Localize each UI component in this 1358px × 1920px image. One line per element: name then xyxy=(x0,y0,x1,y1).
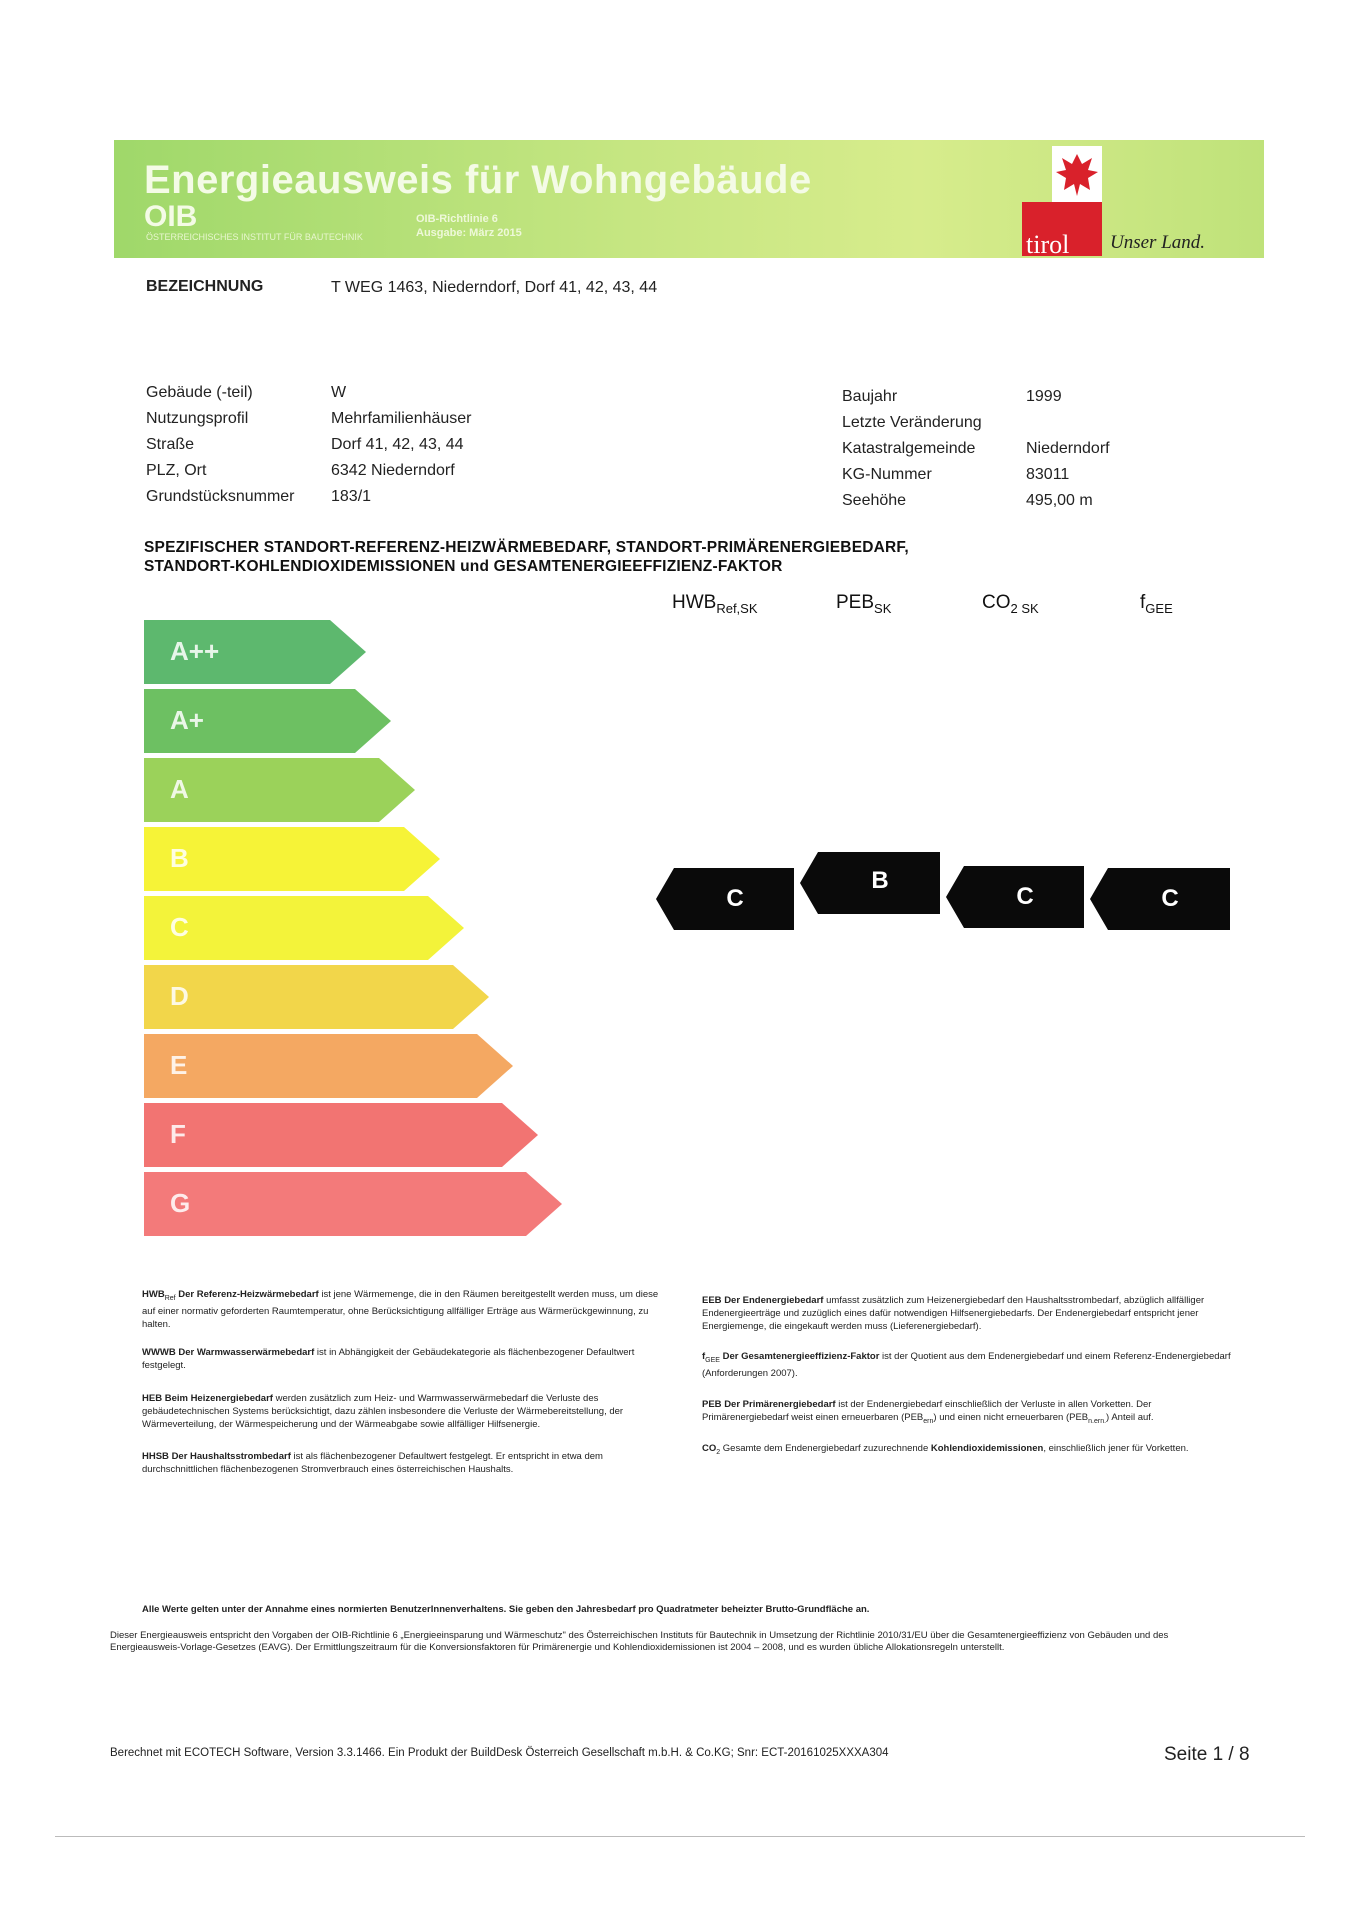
field-label: Gebäude (-teil) xyxy=(146,384,253,401)
header-banner xyxy=(114,140,1264,258)
scale-band-label: G xyxy=(170,1188,191,1218)
definition-fgee: $f_{GEE}$ Der Gesamtenergieeffizienz-Faktor ist der Quotient aus dem Endenergiebedarf und einem Referenz-Endenergiebedarf (Anforderungen 2007). xyxy=(702,1351,1231,1379)
rating-marker-peb: B xyxy=(800,852,940,914)
bottom-rule xyxy=(55,1836,1305,1837)
section-heading-line1: SPEZIFISCHER STANDORT-REFERENZ-HEIZWÄRMEBEDARF, STANDORT-PRIMÄRENERGIEBEDARF, xyxy=(144,539,909,556)
designation-value: T WEG 1463, Niederndorf, Dorf 41, 42, 43, 44 xyxy=(331,279,658,296)
definition-eeb: EEB Der Endenergiebedarf umfasst zusätzlich zum Heizenergiebedarf den Haushaltsstrombedarf, abzüglich allfälliger Endenergieerträge und zuzüglich eines dafür notwendigen Hilfsenergiebedarfs. Der Endenergiebedarf entspricht jener Energiemenge, die eingekauft werden muss (Lieferenergiebedarf). xyxy=(702,1295,1205,1332)
scale-band xyxy=(144,965,489,1029)
guideline-edition: Ausgabe: März 2015 xyxy=(416,227,522,239)
note-assumption: Alle Werte gelten unter der Annahme eines normierten BenutzerInnenverhaltens. Sie geben den Jahresbedarf pro Quadratmeter beheizter Brutto-Grundfläche an. xyxy=(142,1604,870,1615)
field-value: 83011 xyxy=(1026,466,1070,483)
field-label: Baujahr xyxy=(842,388,898,405)
field-value: 1999 xyxy=(1026,388,1062,405)
software-credit: Berechnet mit ECOTECH Software, Version 3.3.1466. Ein Produkt der BuildDesk Österreich Gesellschaft m.b.H. & Co.KG; Snr: ECT-20161025XXXA304 xyxy=(110,1747,889,1759)
field-label: Grundstücksnummer xyxy=(146,488,295,505)
column-header-co2: $CO_{2 SK}$ xyxy=(982,592,1039,616)
oib-label: OIB xyxy=(144,200,198,233)
note-legal: Dieser Energieausweis entspricht den Vorgaben der OIB-Richtlinie 6 „Energieeinsparung und Wärmeschutz" des Österreichischen Instituts für Bautechnik in Umsetzung der Richtlinie 2010/31/EU über die Gesamtenergieeffizienz von Gebäuden und des Energieausweis-Vorlage-Gesetzes (EAVG). Der Ermittlungszeitraum für die Konversionsfaktoren für Primärenergie und Kohlendioxidemissionen ist 2004 – 2008, und es wurden übliche Allokationsregeln unterstellt. xyxy=(110,1630,1169,1653)
document-title: Energieausweis für Wohngebäude xyxy=(144,158,812,202)
section-heading-line2: STANDORT-KOHLENDIOXIDEMISSIONEN und GESAMTENERGIEEFFIZIENZ-FAKTOR xyxy=(144,558,783,575)
scale-band-label: C xyxy=(170,912,189,942)
tirol-logo xyxy=(1022,146,1102,259)
field-label: Katastralgemeinde xyxy=(842,440,976,457)
eagle-icon xyxy=(1052,146,1102,202)
field-value: W xyxy=(331,384,347,401)
scale-band xyxy=(144,689,391,753)
definition-heb: HEB Beim Heizenergiebedarf werden zusätzlich zum Heiz- und Warmwasserwärmebedarf die Verluste des gebäudetechnischen Systems berücksichtigt, dazu zählen insbesondere die Verluste der Wärmebereitstellung, der Wärmeverteilung, der Wärmespeicherung und der Wärmeabgabe sowie allfälliger Hilfsenergie. xyxy=(142,1393,624,1430)
field-value: Mehrfamilienhäuser xyxy=(331,410,472,427)
scale-band xyxy=(144,1103,538,1167)
rating-marker-hwb: C xyxy=(656,868,794,930)
page-number: Seite 1 / 8 xyxy=(1164,1744,1250,1765)
column-header-fgee: $f_{GEE}$ xyxy=(1140,592,1173,616)
scale-band xyxy=(144,620,366,684)
field-label: Straße xyxy=(146,436,195,453)
field-label: Nutzungsprofil xyxy=(146,410,249,427)
field-value: 183/1 xyxy=(331,488,372,505)
definition-peb: PEB Der Primärenergiebedarf ist der Endenergiebedarf einschließlich der Verluste in allen Vorketten. Der Primärenergiebedarf weist einen erneuerbaren $(PEB_{ern})$ und einen nicht erneuerbaren $(PEB_{n.ern.})$ Anteil auf. xyxy=(702,1399,1154,1425)
definition-co2: $CO_2$ Gesamte dem Endenergiebedarf zuzurechnende Kohlendioxidemissionen, einschließlich jener für Vorketten. xyxy=(702,1443,1189,1456)
scale-band-label: B xyxy=(170,843,189,873)
field-label: KG-Nummer xyxy=(842,466,932,483)
field-label: Letzte Veränderung xyxy=(842,414,982,431)
guideline-info xyxy=(416,212,522,240)
definition-hhsb: HHSB Der Haushaltsstrombedarf ist als flächenbezogener Defaultwert festgelegt. Er entspricht in etwa dem durchschnittlichen flächenbezogenen Stromverbrauch eines österreichischen Haushalts. xyxy=(142,1451,603,1475)
field-value: Niederndorf xyxy=(1026,440,1110,457)
field-value: 495,00 m xyxy=(1026,492,1093,509)
logo-word: tirol xyxy=(1026,230,1070,259)
column-header-hwb: $HWB_{Ref,SK}$ xyxy=(672,592,758,616)
rating-marker-co2: C xyxy=(946,866,1084,928)
scale-band-label: A xyxy=(170,774,189,804)
institute-name: ÖSTERREICHISCHES INSTITUT FÜR BAUTECHNIK xyxy=(146,232,363,242)
scale-band xyxy=(144,1034,513,1098)
scale-band xyxy=(144,1172,562,1236)
scale-band-label: D xyxy=(170,981,189,1011)
definition-hwb: $HWB_{Ref}$ Der Referenz-Heizwärmebedarf ist jene Wärmemenge, die in den Räumen bereitgestellt werden muss, um diese auf einer normativ geforderten Raumtemperatur, ohne Berücksichtigung allfälliger Erträge aus Wärmerückgewinnung, zu halten. xyxy=(142,1289,659,1330)
rating-marker-fgee: C xyxy=(1090,868,1230,930)
scale-band xyxy=(144,896,464,960)
scale-band xyxy=(144,758,415,822)
field-value: Dorf 41, 42, 43, 44 xyxy=(331,436,464,453)
logo-tagline: Unser Land. xyxy=(1110,232,1206,253)
field-label: PLZ, Ort xyxy=(146,462,207,479)
scale-band-label: E xyxy=(170,1050,188,1080)
definition-wwwb: WWWB Der Warmwasserwärmebedarf ist in Abhängigkeit der Gebäudekategorie als flächenbezogener Defaultwert festgelegt. xyxy=(142,1347,635,1371)
scale-band xyxy=(144,827,440,891)
scale-band-label: A+ xyxy=(170,705,204,735)
section-heading xyxy=(144,538,909,576)
field-label: Seehöhe xyxy=(842,492,907,509)
scale-band-label: F xyxy=(170,1119,186,1149)
designation-label: BEZEICHNUNG xyxy=(146,278,264,295)
guideline-name: OIB-Richtlinie 6 xyxy=(416,213,498,225)
column-header-peb: $PEB_{SK}$ xyxy=(836,592,892,616)
field-value: 6342 Niederndorf xyxy=(331,462,455,479)
scale-band-label: A++ xyxy=(170,636,220,666)
